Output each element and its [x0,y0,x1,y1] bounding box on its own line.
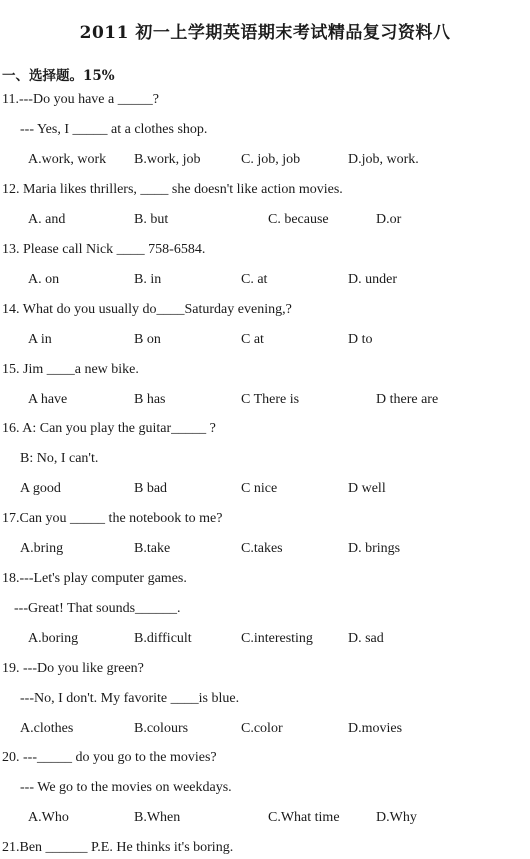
answer-option: C. job, job [241,152,301,167]
document-title: 2011 初一上学期英语期末考试精品复习资料八 [79,23,451,43]
question-stem: 13. Please call Nick ____ 758-6584. [2,242,206,257]
answer-option: C. at [241,272,268,287]
answer-option: D there are [376,392,439,407]
question-stem: 12. Maria likes thrillers, ____ she doesn't like action movies. [2,182,343,197]
section-heading: 一、选择题。15% [2,68,115,84]
answer-option: D.or [376,212,402,227]
answer-option: C.What time [268,810,340,825]
answer-option: B.colours [134,721,189,736]
answer-option: A have [28,392,68,407]
question-line: ---Great! That sounds______. [14,601,181,616]
answer-option: D well [348,481,386,496]
answer-option: C.takes [241,541,283,556]
question-stem: 21.Ben ______ P.E. He thinks it's boring. [2,840,234,855]
answer-option: B bad [134,481,168,496]
answer-option: A.boring [28,631,79,646]
question-stem: 17.Can you _____ the notebook to me? [2,511,223,526]
answer-option: B.take [134,541,171,556]
question-stem: 15. Jim ____a new bike. [2,362,139,377]
question-line: --- We go to the movies on weekdays. [20,780,232,795]
answer-option: A.work, work [28,152,107,167]
answer-option: C. because [268,212,329,227]
answer-option: D.job, work. [348,152,419,167]
question-line: ---No, I don't. My favorite ____is blue. [20,691,240,706]
question-stem: 20. ---_____ do you go to the movies? [2,750,217,765]
answer-option: D.movies [348,721,403,736]
answer-option: D.Why [376,810,417,825]
answer-option: C at [241,332,264,347]
question-stem: 18.---Let's play computer games. [2,571,187,586]
answer-option: A in [28,332,52,347]
answer-option: A.clothes [20,721,74,736]
answer-option: B. but [134,212,169,227]
answer-option: C There is [241,392,300,407]
question-stem: 14. What do you usually do____Saturday evening,? [2,302,292,317]
answer-option: B on [134,332,161,347]
answer-option: C.interesting [241,631,313,646]
answer-option: B has [134,392,166,407]
answer-option: B.work, job [134,152,201,167]
answer-option: B. in [134,272,162,287]
answer-option: D. sad [348,631,384,646]
question-stem: 19. ---Do you like green? [2,661,144,676]
answer-option: B.When [134,810,181,825]
answer-option: D. brings [348,541,401,556]
answer-option: A.Who [28,810,69,825]
answer-option: B.difficult [134,631,192,646]
answer-option: C nice [241,481,278,496]
question-stem: 11.---Do you have a _____? [2,92,159,107]
answer-option: C.color [241,721,283,736]
question-stem: 16. A: Can you play the guitar_____ ? [2,421,216,436]
answer-option: A. and [28,212,66,227]
answer-option: A good [20,481,61,496]
answer-option: A. on [28,272,60,287]
answer-option: D. under [348,272,397,287]
question-line: B: No, I can't. [20,451,99,466]
answer-option: D to [348,332,373,347]
answer-option: A.bring [20,541,64,556]
question-line: --- Yes, I _____ at a clothes shop. [20,122,208,137]
